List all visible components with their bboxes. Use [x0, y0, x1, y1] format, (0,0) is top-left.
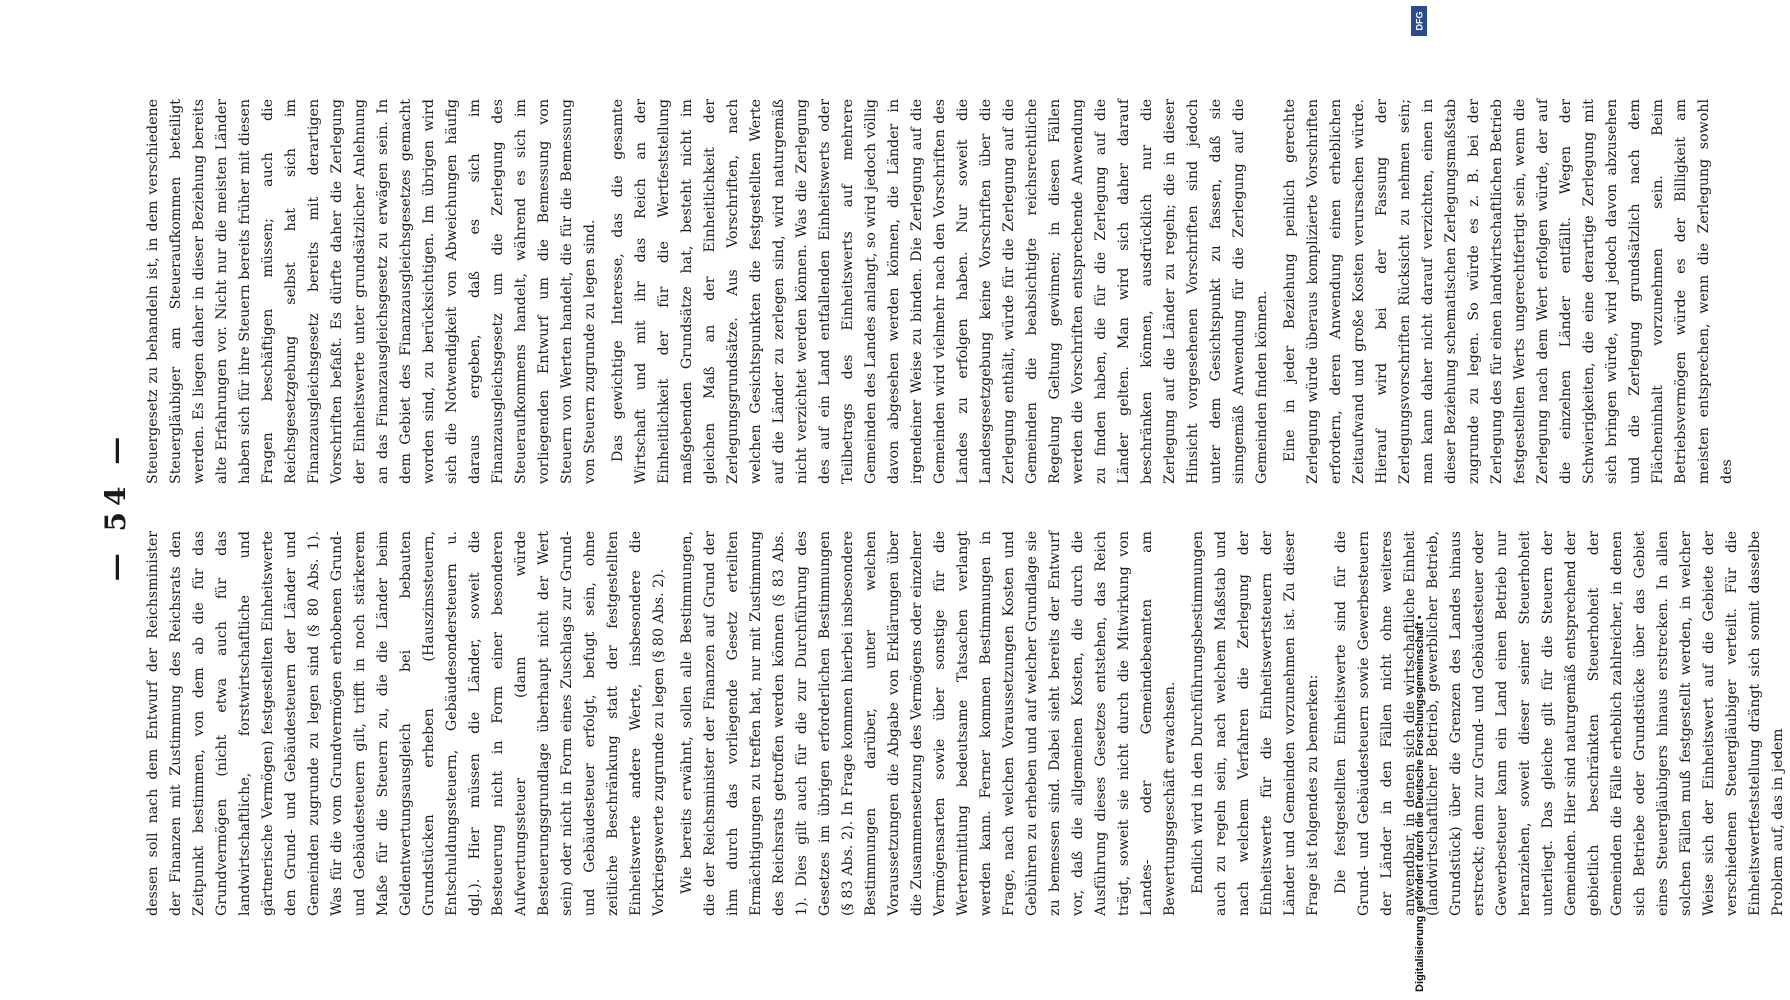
- digitization-credit: Digitalisierung gefördert durch die Deutsche Forschungsgemeinschaft •: [1414, 615, 1426, 992]
- paragraph: dessen soll nach dem Entwurf der Reichsminister der Finanzen mit Zustimmung des Reichsrats den Zeitpunkt bestimmen, von dem ab die für das Grundvermögen (nicht etwa auch für das landwirtschaftliche, forstwirtschaftliche und gärtnerische Vermögen) festgestellten Einheitswerte den Grund- und Gebäudesteuern der Länder und Gemeinden zugrunde zu legen sind (§ 80 Abs. 1). Was für die vom Grundvermögen erhobenen Grund- und Gebäudesteuern gilt, trifft in noch stärkerem Maße für die Steuern zu, die die Länder beim Geldentwertungsausgleich bei bebauten Grundstücken erheben (Hauszinssteuern, Entschuldungssteuern, Gebäudesondersteuern u. dgl.). Hier müssen die Länder, soweit die Besteuerung nicht in Form einer besonderen Aufwertungssteuer (dann würde Besteuerungsgrundlage überhaupt nicht der Wert sein) oder nicht in Form eines Zuschlags zur Grund- und Gebäudesteuer erfolgt, befugt sein, ohne zeitliche Beschränkung statt der festgestellten Einheitswerte andere Werte, insbesondere die Vorkriegswerte zugrunde zu legen (§ 80 Abs. 2).: [145, 531, 667, 916]
- digitization-sidebar: [1410, 0, 1430, 1000]
- paragraph: Die festgestellten Einheitswerte sind für die Grund- und Gebäudesteuern sowie Gewerbesteuern der Länder in den Fällen nicht ohne weiteres anwendbar, in denen sich die wirtschaftliche Einheit (landwirtschaftlicher Betrieb, gewerblicher Betrieb, Grundstück) über die Grenzen des Landes hinaus erstreckt; denn zur Grund- und Gebäudesteuer oder Gewerbesteuer kann ein Land einen Betrieb nur heranziehen, soweit dieser seiner Steuerhoheit unterliegt. Das gleiche gilt für die Steuern der Gemeinden. Hier sind naturgemäß entsprechend der gebietlich beschränkten Steuerhoheit der Gemeinden die Fälle erheblich zahlreicher, in denen sich Betriebe oder Grundstücke über das Gebiet eines Steuergläubigers hinaus erstrecken. In allen solchen Fällen muß festgestellt werden, in welcher Weise sich der Einheitswert auf die Gebiete der verschiedenen Steuergläubiger verteilt. Für die Einheitswertfeststellung drängt sich somit dasselbe Problem auf, das in jedem: [1333, 531, 1786, 916]
- paragraph: Endlich wird in den Durchführungsbestimmungen auch zu regeln sein, nach welchem Maßstab und nach welchem Verfahren die Zerlegung der Einheitswerte für die Einheitswertsteuern der Länder und Gemeinden vorzunehmen ist. Zu dieser Frage ist folgendes zu bemerken:: [1190, 531, 1321, 916]
- dfg-logo: DFG: [1411, 6, 1427, 36]
- right-text-column: [142, 99, 1735, 484]
- paragraph: Eine in jeder Beziehung peinlich gerechte Zerlegung würde überaus komplizierte Vorschriften erfordern, deren Anwendung einen erheblichen Zeitaufwand und große Kosten verursachen würde. Hierauf wird bei der Fassung der Zerlegungsvorschriften Rücksicht zu nehmen sein; man kann daher nicht darauf verzichten, einen in dieser Beziehung schematischen Zerlegungsmaßstab zugrunde zu legen. So würde es z. B. bei der Zerlegung des für einen landwirtschaftlichen Betrieb festgestellten Werts ungerechtfertigt sein, wenn die Zerlegung nach dem Wert erfolgen würde, der auf die einzelnen Länder entfällt. Wegen der Schwierigkeiten, die eine derartige Zerlegung mit sich bringen würde, wird jedoch davon abzusehen und die Zerlegung grundsätzlich nach dem Flächeninhalt vorzunehmen sein. Beim Betriebsvermögen würde es der Billigkeit am meisten entsprechen, wenn die Zerlegung sowohl des: [1282, 99, 1735, 484]
- paragraph: Wie bereits erwähnt, sollen alle Bestimmungen, die der Reichsminister der Finanzen auf Grund der ihm durch das vorliegende Gesetz erteilten Ermächtigungen zu treffen hat, nur mit Zustimmung des Reichsrats getroffen werden können (§ 83 Abs. 1). Dies gilt auch für die zur Durchführung des Gesetzes im übrigen erforderlichen Bestimmungen (§ 83 Abs. 2). In Frage kommen hierbei insbesondere Bestimmungen darüber, unter welchen Voraussetzungen die Abgabe von Erklärungen über die Zusammensetzung des Vermögens oder einzelner Vermögensarten sowie über sonstige für die Wertermittlung bedeutsame Tatsachen verlangt werden kann. Ferner kommen Bestimmungen in Frage, nach welchen Voraussetzungen Kosten und Gebühren zu erheben und auf welcher Grundlage sie zu bemessen sind. Dabei sieht bereits der Entwurf vor, daß die allgemeinen Kosten, die durch die Ausführung dieses Gesetzes entstehen, das Reich trägt, soweit sie nicht durch die Mitwirkung von Landes- oder Gemeindebeamten am Bewertungsgeschäft erwachsen.: [679, 531, 1178, 916]
- page-number-header: — 54 —: [99, 430, 132, 582]
- paragraph: Das gewichtige Interesse, das die gesamte Wirtschaft und mit ihr das Reich an der Einheitlichkeit der für die Wertfeststellung maßgebenden Grundsätze hat, besteht nicht im gleichen Maß an der Einheitlichkeit der Zerlegungsgrundsätze. Aus Vorschriften, nach welchen Gesichtspunkten die festgestellten Werte auf die Länder zu zerlegen sind, wird naturgemäß nicht verzichtet werden können. Was die Zerlegung des auf ein Land entfallenden Einheitswerts oder Teilbetrags des Einheitswerts auf mehrere Gemeinden des Landes anlangt, so wird jedoch völlig davon abgesehen werden können, die Länder in irgendeiner Weise zu binden. Die Zerlegung auf die Gemeinden wird vielmehr nach den Vorschriften des Landes zu erfolgen haben. Nur soweit die Landesgesetzgebung keine Vorschriften über die Zerlegung enthält, würde für die Zerlegung auf die Gemeinden die beabsichtigte reichsrechtliche Regelung Geltung gewinnen; in diesen Fällen werden die Vorschriften entsprechende Anwendung zu finden haben, die für die Zerlegung auf die Länder gelten. Man wird sich daher darauf beschränken können, ausdrücklich nur die Zerlegung auf die Länder zu regeln; die in dieser Hinsicht vorgesehenen Vorschriften sind jedoch unter dem Gesichtspunkt zu fassen, daß sie sinngemäß Anwendung für die Zerlegung auf die Gemeinden finden können.: [610, 99, 1270, 484]
- paragraph: Steuergesetz zu behandeln ist, in dem verschiedene Steuergläubiger am Steueraufkommen beteiligt werden. Es liegen daher in dieser Beziehung bereits alte Erfahrungen vor. Nicht nur die meisten Länder haben sich für ihre Steuern bereits früher mit diesen Fragen beschäftigen müssen; auch die Reichsgesetzgebung selbst hat sich im Finanzausgleichsgesetz bereits mit derartigen Vorschriften befaßt. Es dürfte daher die Zerlegung der Einheitswerte unter grundsätzlicher Anlehnung an das Finanzausgleichsgesetz zu erwägen sein. In dem Gebiet des Finanzausgleichsgesetzes gemacht worden sind, zu berücksichtigen. Im übrigen wird sich die Notwendigkeit von Abweichungen häufig daraus ergeben, daß es sich im Finanzausgleichsgesetz um die Zerlegung des Steueraufkommens handelt, während es sich im vorliegenden Entwurf um die Bemessung von Steuern von Werten handelt, die für die Bemessung von Steuern zugrunde zu legen sind.: [145, 99, 598, 484]
